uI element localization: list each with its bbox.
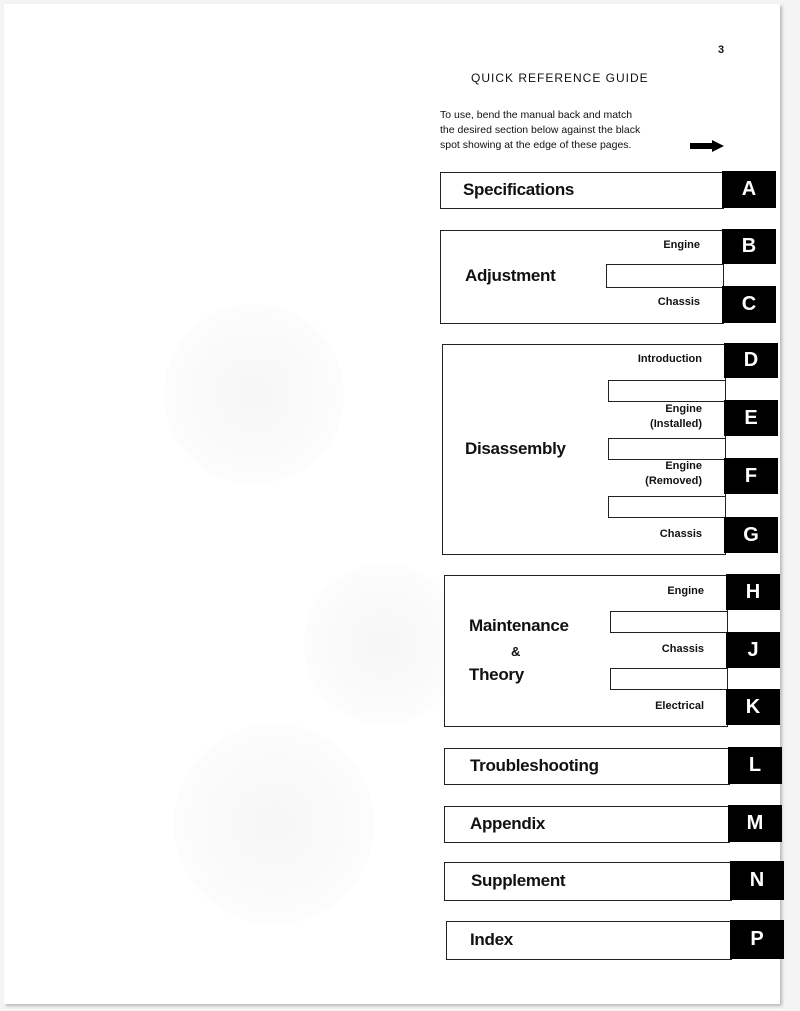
- tab-a[interactable]: A: [722, 171, 776, 208]
- section-title: &: [511, 644, 521, 659]
- subsection-label-line: Engine: [665, 460, 702, 472]
- tab-f[interactable]: F: [724, 458, 778, 494]
- subsection-label: Engine: [663, 239, 700, 251]
- subsection-label-line: Engine: [665, 403, 702, 415]
- divider-notch: [606, 264, 723, 288]
- divider-notch: [608, 380, 725, 402]
- faint-stain: [304, 564, 464, 724]
- section-title: Supplement: [471, 871, 566, 890]
- tab-g[interactable]: G: [724, 517, 778, 553]
- tab-p[interactable]: P: [730, 920, 784, 959]
- tab-b[interactable]: B: [722, 229, 776, 264]
- tab-e[interactable]: E: [724, 400, 778, 436]
- section-title: Specifications: [463, 180, 575, 199]
- section-title: Appendix: [470, 814, 546, 833]
- section-title: Adjustment: [465, 266, 556, 285]
- section-title: Index: [470, 930, 513, 949]
- tab-c[interactable]: C: [722, 286, 776, 323]
- arrow-right-icon: [690, 140, 724, 152]
- instructions-line: the desired section below against the black: [440, 124, 641, 136]
- subsection-label: Chassis: [661, 643, 704, 655]
- subsection-label: [572, 459, 702, 489]
- faint-stain: [164, 304, 344, 484]
- section-title: Troubleshooting: [470, 756, 599, 775]
- subsection-label: Chassis: [657, 296, 700, 308]
- instructions-line: spot showing at the edge of these pages.: [440, 139, 632, 151]
- faint-stain: [174, 724, 374, 924]
- subsection-label: Engine: [667, 585, 704, 597]
- section-title: Theory: [469, 665, 524, 684]
- subsection-label: Electrical: [655, 700, 704, 712]
- subsection-label-line: (Removed): [645, 475, 702, 487]
- tab-k[interactable]: K: [726, 689, 780, 725]
- tab-n[interactable]: N: [730, 861, 784, 900]
- instructions-line: To use, bend the manual back and match: [440, 109, 633, 121]
- subsection-label: Chassis: [659, 528, 702, 540]
- tab-h[interactable]: H: [726, 574, 780, 610]
- subsection-label-line: (Installed): [650, 418, 702, 430]
- page-number: 3: [718, 44, 725, 56]
- section-title: Disassembly: [465, 439, 566, 458]
- subsection-label: Introduction: [637, 353, 702, 365]
- tab-m[interactable]: M: [728, 805, 782, 842]
- section-title: Maintenance: [469, 616, 569, 635]
- divider-notch: [608, 496, 725, 518]
- divider-notch: [608, 438, 725, 460]
- tab-l[interactable]: L: [728, 747, 782, 784]
- tab-j[interactable]: J: [726, 632, 780, 668]
- divider-notch: [610, 668, 727, 690]
- page-title: QUICK REFERENCE GUIDE: [471, 71, 649, 85]
- subsection-label: [572, 402, 702, 432]
- instructions-text: [440, 108, 715, 153]
- divider-notch: [610, 611, 727, 633]
- tab-d[interactable]: D: [724, 343, 778, 378]
